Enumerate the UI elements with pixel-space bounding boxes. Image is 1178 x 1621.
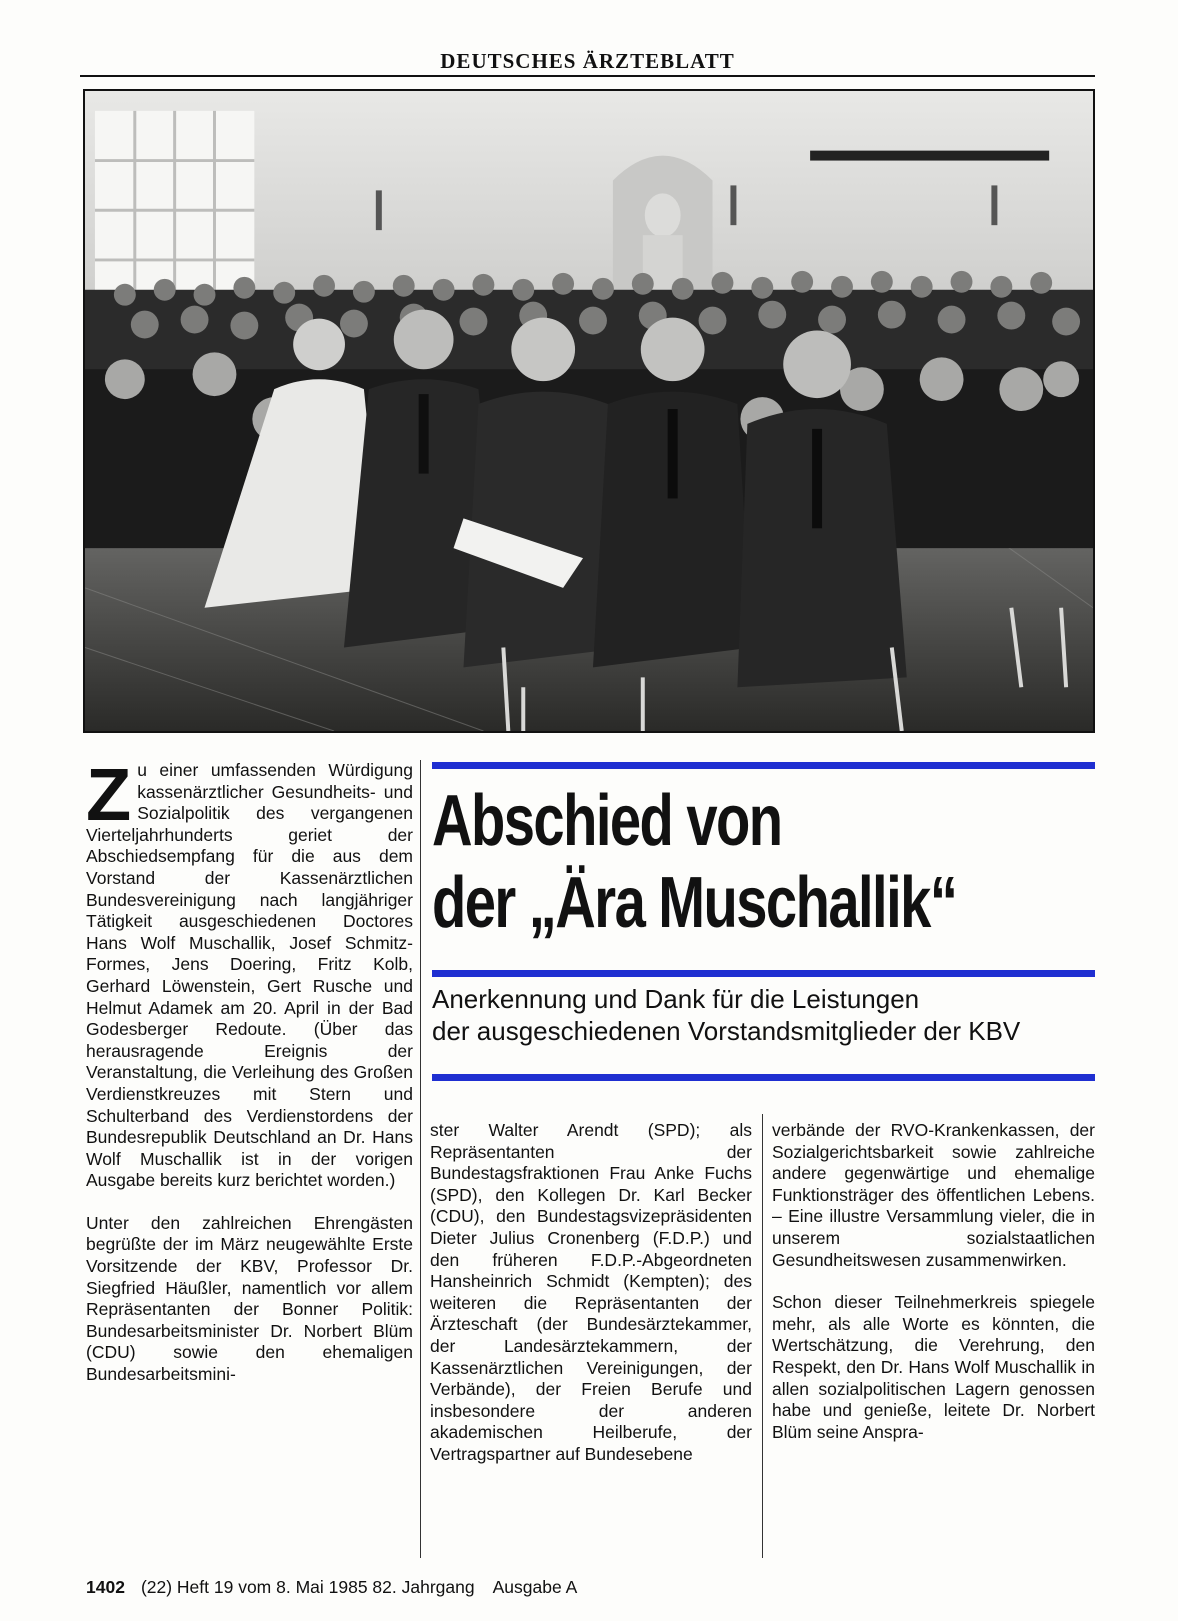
page-footer xyxy=(86,1577,577,1598)
audience-photo-image xyxy=(85,91,1093,731)
headline xyxy=(432,780,957,944)
column-3 xyxy=(772,1120,1095,1464)
column-2 xyxy=(430,1120,752,1487)
subheadline xyxy=(432,983,1095,1047)
column-divider xyxy=(420,760,421,1558)
edition-label: Ausgabe A xyxy=(492,1577,578,1597)
column-divider xyxy=(762,1114,763,1558)
headline-line-1: Abschied von xyxy=(432,781,782,861)
audience-photo xyxy=(83,89,1095,733)
paragraph-intro-text: u einer umfassenden Würdigung kassenärztlicher Gesundheits- und Sozialpolitik des vergangenen Vierteljahrhunderts geriet der Abschiedsempfang für die aus dem Vorstand der Kassenärztlichen Bundesvereinigung nach langjähriger Tätigkeit ausgeschiedenen Doctores Hans Wolf Muschallik, Josef Schmitz-Formes, Jens Doering, Fritz Kolb, Gerhard Löwenstein, Gert Rusche und Helmut Adamek am 20. April in der Bad Godesberger Redoute. (Über das herausragende Ereignis der Veranstaltung, die Verleihung des Großen Verdienstkreuzes mit Stern und Schulterband des Verdienstordens der Bundesrepublik Deutschland an Dr. Hans Wolf Muschallik ist in der vorigen Ausgabe bereits kurz berichtet worden.) xyxy=(86,760,413,1191)
accent-bar-middle xyxy=(432,970,1095,977)
page-number: 1402 xyxy=(86,1577,125,1597)
column-1 xyxy=(86,753,413,1407)
masthead-title: DEUTSCHES ÄRZTEBLATT xyxy=(440,49,735,73)
paragraph-assembly: verbände der RVO-Krankenkassen, der Sozialgerichtsbarkeit sowie zahlreiche andere gegenwärtige und ehemalige Funktionsträger des öffentlichen Lebens. – Eine illustre Versammlung vieler, die in unserem sozialstaatlichen Gesundheitswesen zusammenwirken. xyxy=(772,1120,1095,1270)
accent-bar-bottom xyxy=(432,1074,1095,1081)
paragraph-bluem: Schon dieser Teilnehmerkreis spiegele mehr, als alle Worte es könnten, die Wertschätzung, die Verehrung, den Respekt, den Dr. Hans Wolf Muschallik in allen sozialpolitischen Lagern genossen habe und genieße, leitete Dr. Norbert Blüm seine Anspra- xyxy=(772,1292,1095,1442)
paragraph-intro xyxy=(86,753,413,1192)
subheadline-line-1: Anerkennung und Dank für die Leistungen xyxy=(432,984,920,1014)
issue-info: (22) Heft 19 vom 8. Mai 1985 82. Jahrgang xyxy=(140,1577,475,1597)
dropcap: Z xyxy=(86,753,132,836)
accent-bar-top xyxy=(432,762,1095,769)
paragraph-guests: Unter den zahlreichen Ehrengästen begrüßte der im März neugewählte Erste Vorsitzende der KBV, Professor Dr. Siegfried Häußler, namentlich vor allem Repräsentanten der Bonner Politik: Bundesarbeitsminister Dr. Norbert Blüm (CDU) sowie den ehemaligen Bundesarbeitsmini- xyxy=(86,1212,413,1385)
masthead-rule xyxy=(80,75,1095,77)
paragraph-representatives: ster Walter Arendt (SPD); als Repräsentanten der Bundestagsfraktionen Frau Anke Fuchs (SPD), den Kollegen Dr. Karl Becker (CDU), den Bundestagsvizepräsidenten Dieter Julius Cronenberg (F.D.P.) und den früheren F.D.P.-Abgeordneten Hansheinrich Schmidt (Kempten); des weiteren die Repräsentanten der Ärzteschaft (der Bundesärztekammer, der Landesärztekammern, der Kassenärztlichen Vereinigungen, der Verbände), der Freien Berufe und insbesondere der anderen akademischen Heilberufe, der Vertragspartner auf Bundesebene xyxy=(430,1120,752,1464)
headline-line-2: der „Ära Muschallik“ xyxy=(432,863,957,943)
subheadline-line-2: der ausgeschiedenen Vorstandsmitglieder der KBV xyxy=(432,1016,1021,1046)
